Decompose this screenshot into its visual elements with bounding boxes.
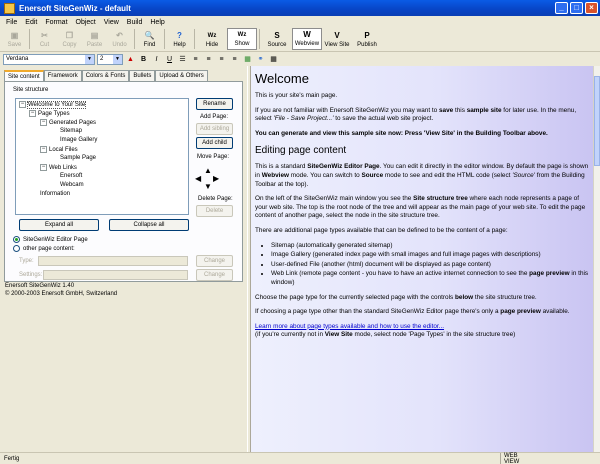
collapse-icon[interactable]: − [20, 101, 25, 107]
webview-button[interactable]: W Webview [292, 28, 322, 50]
move-arrows [195, 167, 220, 192]
window-title: Enersoft SiteGenWiz - default [19, 3, 131, 13]
source-icon: S [274, 31, 280, 40]
paragraph: (if you're currently not in View Site mode, select node 'Page Types' in the site structure tree) [255, 331, 516, 339]
tab-colors-fonts[interactable]: Colors & Fonts [82, 70, 130, 81]
find-icon: 🔍 [144, 31, 155, 40]
arrow-left-icon[interactable]: ◀ [195, 174, 202, 183]
undo-icon: ↶ [116, 31, 123, 40]
add-child-button[interactable]: Add child [196, 137, 233, 149]
paragraph: If choosing a page type other than the standard SiteGenWiz Editor page there's only a page preview available. [255, 308, 570, 316]
chevron-down-icon: ▼ [85, 55, 94, 64]
cut-button[interactable]: ✂ Cut [39, 31, 50, 48]
paragraph: Choose the page type for the currently selected page with the controls below the site structure tree. [255, 293, 537, 301]
paragraph: This is a standard SiteGenWiz Editor Page. You can edit it directly in the editor window. By default the page is shown in Webview mode. You can switch to Source mode to see and edit the HTML code (select 'Source' from the Building Toolbar at the top). [255, 163, 589, 188]
show-icon: Wz [237, 32, 247, 38]
publish-icon: P [364, 31, 370, 40]
paragraph: You can generate and view this sample site now: Press 'View Site' in the Building Toolbar above. [255, 129, 548, 137]
title-bar [0, 0, 600, 16]
radio-editor-page[interactable]: SiteGenWiz Editor Page [13, 236, 88, 243]
chevron-down-icon: ▼ [113, 55, 122, 64]
insert-link-icon[interactable]: ⚭ [257, 55, 264, 63]
insert-image-icon[interactable]: ▦ [244, 55, 251, 63]
arrow-down-icon[interactable]: ▼ [204, 182, 212, 191]
delete-button[interactable]: Delete [196, 205, 233, 217]
type-label: Type: [19, 258, 34, 264]
tree-node[interactable]: Sample Page [60, 155, 97, 161]
insert-table-icon[interactable]: ▦ [270, 55, 277, 63]
section-heading: Editing page content [255, 145, 347, 157]
view-mode-indicator: WEB VIEW [500, 453, 534, 464]
webview-icon: W [303, 30, 311, 39]
maximize-button[interactable]: □ [570, 2, 583, 14]
arrow-up-icon[interactable]: ▲ [204, 166, 212, 175]
tree-node[interactable]: Sitemap [60, 128, 83, 134]
hide-icon: Wz [207, 33, 217, 39]
save-button[interactable]: ▣ Save [7, 31, 22, 48]
close-button[interactable]: × [585, 2, 598, 14]
menu-bar [0, 16, 600, 28]
tree-node[interactable]: Image Gallery [60, 137, 98, 143]
page-heading: Welcome [255, 71, 309, 86]
site-structure-label: Site structure [13, 87, 49, 93]
vertical-scrollbar[interactable] [593, 66, 600, 452]
align-center-icon[interactable]: ≡ [219, 55, 224, 63]
tab-bullets[interactable]: Bullets [129, 70, 155, 81]
paragraph [255, 323, 589, 332]
tree-node[interactable]: Enersoft [60, 173, 83, 179]
tree-node[interactable]: − Generated Pages [41, 119, 97, 126]
publish-button[interactable]: P Publish [357, 31, 377, 48]
text-color-icon[interactable]: ▲ [127, 55, 134, 63]
collapse-icon[interactable]: − [41, 146, 46, 152]
copyright-text: © 2000-2003 Enersoft GmbH, Switzerland [5, 291, 118, 297]
format-toolbar [0, 52, 600, 66]
align-left-icon[interactable]: ≡ [206, 55, 211, 63]
change-settings-button[interactable]: Change [196, 269, 233, 281]
italic-button[interactable]: I [155, 55, 158, 63]
paragraph: On the left of the SiteGenWiz main window you see the Site structure tree where each node represents a page of your web site. The top is the root node of the tree and will appear as the main page of your web site. To edit the page content of another page, select the node in the site structure tree. [255, 195, 586, 220]
settings-field[interactable] [43, 270, 188, 280]
site-structure-tree[interactable] [15, 98, 189, 215]
view-site-icon: V [334, 31, 340, 40]
site-content-panel [4, 81, 243, 282]
menu-format[interactable]: Format [45, 18, 68, 26]
paragraph: There are additional page types available that can be defined to be the content of a page: [255, 226, 508, 234]
radio-other-content[interactable]: other page content: [13, 245, 75, 252]
paste-button[interactable]: ▤ Paste [86, 31, 103, 48]
underline-button[interactable]: U [166, 55, 173, 63]
menu-view[interactable]: View [103, 18, 119, 26]
bold-button[interactable]: B [140, 55, 147, 63]
tab-framework[interactable]: Framework [44, 70, 82, 81]
paragraph: This is your site's main page. [255, 92, 338, 99]
tree-node[interactable]: − Local Files [41, 146, 78, 153]
list-item: • Image Gallery (generated index page with small images and full image pages with descriptions) [271, 251, 589, 260]
bullets-icon[interactable]: ☰ [179, 55, 186, 63]
scroll-thumb[interactable] [594, 76, 600, 166]
tab-upload-others[interactable]: Upload & Others [155, 70, 207, 81]
expand-all-button[interactable]: Expand all [19, 219, 99, 231]
menu-help[interactable]: Help [150, 18, 165, 26]
numbering-icon[interactable]: ≡ [193, 55, 198, 63]
tree-node[interactable]: − Web Links [41, 164, 77, 171]
copy-button[interactable]: ❐ Copy [62, 31, 77, 48]
copy-icon: ❐ [65, 31, 74, 40]
menu-build[interactable]: Build [126, 18, 143, 26]
list-item: • Sitemap (automatically generated sitemap) [271, 242, 589, 251]
align-right-icon[interactable]: ≡ [232, 55, 237, 63]
status-text: Fertig [4, 455, 20, 462]
learn-more-link[interactable]: Learn more about page types available and how to use the editor... [255, 322, 445, 330]
add-page-label: Add Page: [200, 114, 229, 120]
status-bar [0, 452, 600, 464]
add-sibling-button[interactable]: Add sibling [196, 123, 233, 135]
change-type-button[interactable]: Change [196, 255, 233, 267]
type-field[interactable] [38, 256, 188, 266]
list-item: • User-defined File (another (html) document will be displayed as page content) [271, 261, 589, 270]
list-item: • Web Link (remote page content - you have to have an active internet connection to see the page preview in this window) [271, 270, 589, 287]
collapse-icon[interactable]: − [41, 119, 46, 125]
show-button[interactable]: Wz Show [227, 28, 257, 50]
view-site-button[interactable]: V View Site [324, 31, 350, 48]
cut-icon: ✂ [41, 31, 48, 40]
delete-page-label: Delete Page: [198, 196, 233, 202]
left-panel [0, 66, 247, 452]
collapse-icon[interactable]: − [41, 164, 46, 170]
paragraph: If you are not familiar with Enersoft SiteGenWiz you may want to save this sample site for later use. In the menu, select 'File - Save Project...' to save the actual web site project. [255, 106, 577, 123]
font-select[interactable]: Verdana ▼ [3, 54, 95, 65]
paste-icon: ▤ [90, 31, 99, 40]
help-button[interactable]: ? Help [173, 31, 186, 48]
version-text: Enersoft SiteGenWiz 1.40 [5, 283, 75, 289]
find-button[interactable]: 🔍 Find [143, 31, 156, 48]
minimize-button[interactable]: _ [555, 2, 568, 14]
tree-node[interactable]: Webcam [60, 182, 84, 188]
editor-content[interactable] [251, 66, 593, 452]
app-icon [4, 3, 15, 14]
help-icon: ? [177, 31, 182, 40]
page-type-list [271, 242, 589, 288]
tree-node[interactable]: − Welcome to Your Site [20, 101, 86, 108]
save-icon: ▣ [10, 31, 19, 40]
menu-object[interactable]: Object [75, 18, 96, 26]
settings-label: Settings: [19, 272, 43, 278]
rename-button[interactable]: Rename [196, 98, 233, 110]
source-button[interactable]: S Source [267, 31, 287, 48]
font-size-select[interactable]: 2 ▼ [97, 54, 123, 65]
menu-edit[interactable]: Edit [25, 18, 38, 26]
tab-site-content[interactable]: Site content [4, 70, 44, 82]
move-page-label: Move Page: [197, 154, 230, 160]
arrow-right-icon[interactable]: ▶ [213, 174, 220, 183]
collapse-icon[interactable]: − [30, 110, 35, 116]
hide-button[interactable]: Wz Hide [205, 33, 219, 48]
menu-file[interactable]: File [6, 18, 18, 26]
toolbar [0, 28, 600, 52]
tree-node[interactable]: − Page Types [30, 110, 70, 117]
tree-node[interactable]: Information [40, 191, 71, 197]
collapse-all-button[interactable]: Collapse all [109, 219, 189, 231]
undo-button[interactable]: ↶ Undo [112, 31, 127, 48]
